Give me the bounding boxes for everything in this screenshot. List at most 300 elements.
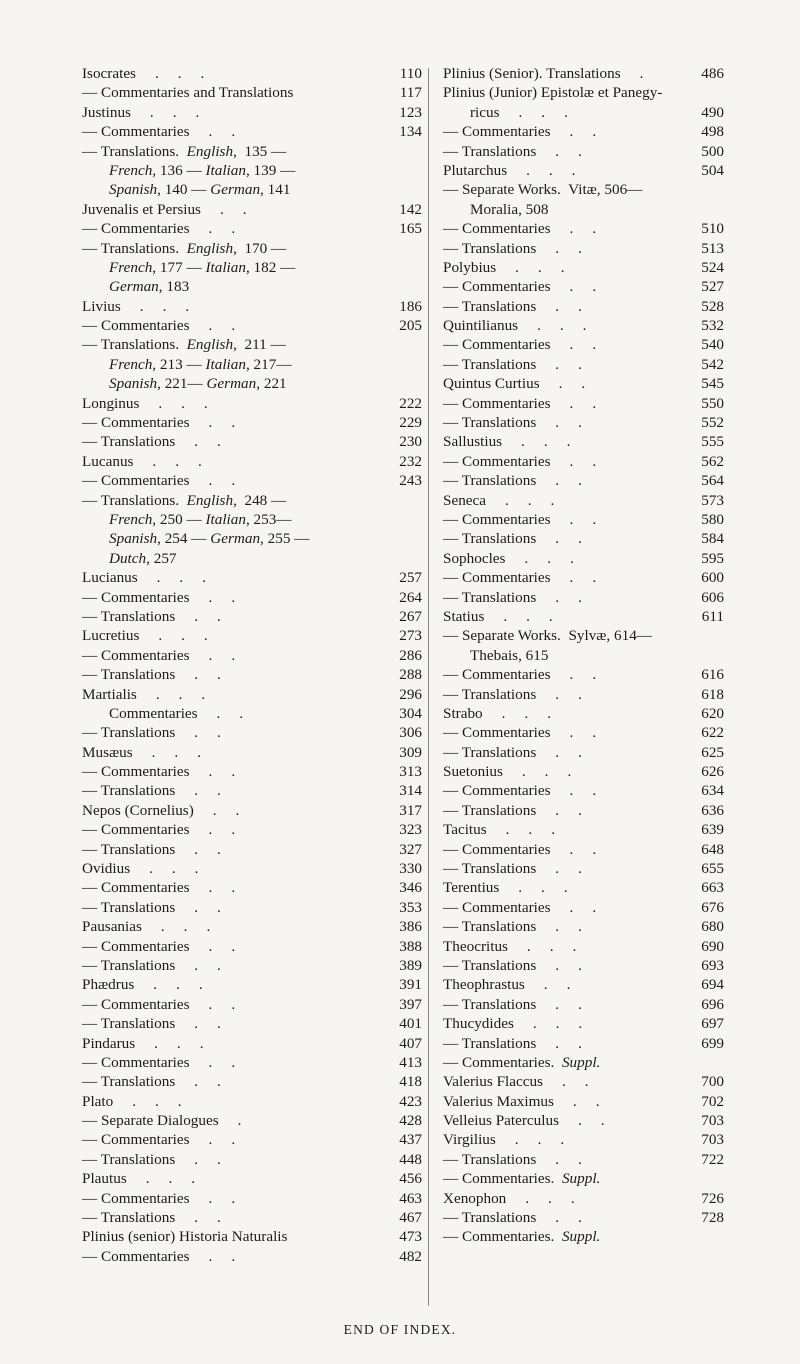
index-entry-text: — Translations . . — [82, 433, 221, 451]
index-entry-page: 448 — [399, 1150, 422, 1168]
index-entry — [82, 1189, 422, 1208]
index-entry — [82, 995, 422, 1014]
index-entry-page: 655 — [701, 860, 724, 878]
index-entry — [82, 471, 422, 490]
index-entry — [443, 180, 724, 199]
index-entry-text: Phædrus . . . — [82, 976, 203, 994]
index-entry-text: — Translations . . — [443, 1209, 582, 1227]
index-entry-page: 230 — [399, 433, 422, 451]
index-entry-page: 309 — [399, 743, 422, 761]
index-entry-text: — Commentaries . . — [443, 782, 597, 800]
index-entry-text: — Commentaries . . — [443, 278, 597, 296]
index-entry-page: 327 — [399, 840, 422, 858]
index-entry-page: 264 — [399, 588, 422, 606]
index-entry-text: — Translations . . — [443, 995, 582, 1013]
index-entry — [82, 1053, 422, 1072]
index-entry-text: Isocrates . . . — [82, 65, 205, 82]
index-entry-text: — Commentaries . . — [82, 646, 236, 664]
index-column-right — [443, 64, 724, 1247]
index-entry — [443, 122, 724, 141]
index-entry-text: Nepos (Cornelius) . . — [82, 801, 240, 819]
index-entry-text: French, 250 — Italian, 253— — [109, 510, 292, 528]
index-entry — [443, 820, 724, 839]
index-entry — [82, 762, 422, 781]
index-entry-text: — Commentaries . . — [82, 317, 236, 335]
index-entry-text: Strabo . . . — [443, 704, 551, 722]
index-entry — [443, 646, 724, 665]
index-entry-page: 353 — [399, 898, 422, 916]
index-entry — [82, 1111, 422, 1130]
column-divider — [428, 68, 429, 1306]
index-entry-text: — Commentaries. Suppl. — [443, 1053, 601, 1071]
index-entry-text: — Commentaries . . — [82, 472, 236, 490]
index-entry — [443, 297, 724, 316]
index-entry-text: — Translations . . — [443, 1034, 582, 1052]
index-entry-text: — Commentaries . . — [82, 1053, 236, 1071]
index-entry-page: 626 — [701, 763, 724, 781]
index-entry — [82, 1072, 422, 1091]
index-entry-page: 542 — [701, 355, 724, 373]
index-entry-page: 286 — [399, 646, 422, 664]
index-entry — [443, 1169, 724, 1188]
index-entry-text: — Commentaries . . — [82, 1131, 236, 1149]
index-entry-text: Lucanus . . . — [82, 452, 202, 470]
index-entry-page: 532 — [701, 317, 724, 335]
index-entry-page: 386 — [399, 918, 422, 936]
index-entry-page: 693 — [701, 956, 724, 974]
index-entry — [443, 975, 724, 994]
index-entry — [82, 588, 422, 607]
index-entry-text: — Translations. English, 248 — — [82, 491, 287, 509]
index-entry-text: — Commentaries . . — [82, 588, 236, 606]
index-entry-text: — Translations . . — [443, 414, 582, 432]
index-entry — [82, 1247, 422, 1266]
index-entry-text: — Commentaries. Suppl. — [443, 1228, 601, 1246]
index-entry-page: 636 — [701, 801, 724, 819]
index-entry-text: Commentaries . . — [109, 704, 244, 722]
index-entry — [443, 394, 724, 413]
index-entry-page: 726 — [701, 1189, 724, 1207]
index-entry-page: 463 — [399, 1189, 422, 1207]
index-entry-text: Terentius . . . — [443, 879, 568, 897]
index-entry — [82, 1150, 422, 1169]
index-entry-page: 490 — [701, 103, 724, 121]
index-entry-page: 600 — [701, 569, 724, 587]
index-entry — [82, 685, 422, 704]
index-entry — [443, 142, 724, 161]
index-entry-text: Velleius Paterculus . . — [443, 1112, 605, 1130]
index-entry — [82, 704, 422, 723]
index-entry — [82, 1092, 422, 1111]
index-entry-page: 456 — [399, 1170, 422, 1188]
index-entry-text: Plutarchus . . . — [443, 161, 576, 179]
index-entry-page: 504 — [701, 161, 724, 179]
index-entry — [82, 646, 422, 665]
index-entry-page: 467 — [399, 1209, 422, 1227]
index-entry — [443, 64, 724, 83]
index-entry-page: 346 — [399, 879, 422, 897]
index-entry-text: — Commentaries . . — [82, 937, 236, 955]
index-entry-text: — Translations . . — [82, 607, 221, 625]
index-entry — [443, 762, 724, 781]
index-entry-page: 606 — [701, 588, 724, 606]
index-entry-text: Pindarus . . . — [82, 1034, 204, 1052]
index-entry-text: Livius . . . — [82, 297, 190, 315]
index-entry-page: 317 — [399, 801, 422, 819]
index-entry-text: — Commentaries . . — [82, 414, 236, 432]
index-entry-page: 243 — [399, 472, 422, 490]
index-entry — [82, 626, 422, 645]
index-entry-text: — Translations . . — [82, 1073, 221, 1091]
index-entry-text: — Commentaries . . — [443, 724, 597, 742]
index-entry — [443, 801, 724, 820]
index-entry — [443, 239, 724, 258]
index-entry — [443, 1111, 724, 1130]
index-entry — [82, 607, 422, 626]
index-entry-text: — Translations . . — [82, 666, 221, 684]
index-entry — [443, 1014, 724, 1033]
index-entry — [82, 64, 422, 83]
index-entry — [443, 258, 724, 277]
index-entry — [82, 743, 422, 762]
index-entry-text: — Translations. English, 135 — — [82, 142, 287, 160]
index-entry-page: 418 — [399, 1073, 422, 1091]
index-entry-page: 486 — [701, 65, 724, 82]
index-entry-page: 620 — [701, 704, 724, 722]
index-entry-text: — Commentaries . . — [82, 220, 236, 238]
index-entry — [82, 1130, 422, 1149]
index-entry — [443, 568, 724, 587]
index-entry — [82, 452, 422, 471]
index-entry — [82, 491, 422, 510]
index-entry — [443, 1130, 724, 1149]
end-of-index-footer: END OF INDEX. — [343, 1322, 457, 1337]
index-entry-page: 528 — [701, 297, 724, 315]
index-entry — [82, 781, 422, 800]
index-entry-page: 540 — [701, 336, 724, 354]
index-entry-text: — Separate Works. Vitæ, 506— — [443, 181, 643, 199]
index-entry-text: ricus . . . — [470, 103, 568, 121]
index-entry-page: 703 — [701, 1131, 724, 1149]
index-entry-text: Spanish, 140 — German, 141 — [109, 181, 291, 199]
index-entry-page: 313 — [399, 763, 422, 781]
index-entry-text: Quintus Curtius . . — [443, 375, 586, 393]
index-entry-page: 306 — [399, 724, 422, 742]
index-entry-text: Spanish, 221— German, 221 — [109, 375, 287, 393]
index-entry-text: Quintilianus . . . — [443, 317, 587, 335]
index-column-left — [82, 64, 422, 1266]
index-entry — [82, 200, 422, 219]
index-entry-text: Lucretius . . . — [82, 627, 208, 645]
index-entry-page: 728 — [701, 1209, 724, 1227]
index-entry — [443, 452, 724, 471]
index-entry — [443, 471, 724, 490]
index-entry-text: — Commentaries . . — [82, 1189, 236, 1207]
index-entry-text: — Commentaries . . — [443, 336, 597, 354]
index-entry-page: 555 — [701, 433, 724, 451]
index-entry — [443, 1034, 724, 1053]
index-entry — [82, 820, 422, 839]
index-entry-text: — Translations . . — [443, 530, 582, 548]
index-entry-page: 663 — [701, 879, 724, 897]
index-entry-text: — Translations . . — [82, 724, 221, 742]
index-entry-page: 296 — [399, 685, 422, 703]
index-entry — [82, 568, 422, 587]
index-entry-page: 186 — [399, 297, 422, 315]
index-entry-text: — Commentaries . . — [443, 510, 597, 528]
index-entry-page: 388 — [399, 937, 422, 955]
index-entry-page: 573 — [701, 491, 724, 509]
index-entry-page: 550 — [701, 394, 724, 412]
index-entry-text: Ovidius . . . — [82, 860, 199, 878]
index-entry — [443, 1150, 724, 1169]
index-entry-text: Thucydides . . . — [443, 1015, 583, 1033]
index-entry — [443, 277, 724, 296]
index-entry-page: 611 — [701, 607, 724, 625]
index-entry-text: — Translations . . — [82, 898, 221, 916]
index-entry-text: Statius . . . — [443, 607, 553, 625]
index-entry-page: 273 — [399, 627, 422, 645]
index-entry-page: 330 — [399, 860, 422, 878]
index-entry-page: 513 — [701, 239, 724, 257]
index-entry — [82, 103, 422, 122]
index-entry-page: 552 — [701, 414, 724, 432]
index-entry — [443, 335, 724, 354]
index-entry — [82, 801, 422, 820]
index-entry-page: 134 — [399, 123, 422, 141]
index-entry-text: — Commentaries . . — [82, 821, 236, 839]
index-entry-text: Dutch, 257 — [109, 549, 177, 567]
index-entry-text: Virgilius . . . — [443, 1131, 565, 1149]
index-entry — [82, 355, 422, 374]
index-entry — [443, 510, 724, 529]
index-entry — [443, 1092, 724, 1111]
index-entry — [82, 956, 422, 975]
index-entry — [443, 200, 724, 219]
index-entry-text: Musæus . . . — [82, 743, 201, 761]
index-entry-text: — Translations . . — [443, 588, 582, 606]
index-entry-text: — Translations . . — [443, 472, 582, 490]
index-entry — [82, 161, 422, 180]
index-entry-text: Juvenalis et Persius . . — [82, 200, 247, 218]
index-entry-text: — Commentaries . . — [443, 569, 597, 587]
index-entry-text: — Separate Dialogues . — [82, 1112, 242, 1130]
index-entry-page: 527 — [701, 278, 724, 296]
index-entry — [82, 1208, 422, 1227]
index-entry — [82, 1169, 422, 1188]
index-entry — [443, 355, 724, 374]
index-entry-text: — Commentaries . . — [443, 666, 597, 684]
index-entry — [82, 917, 422, 936]
index-entry — [82, 549, 422, 568]
index-entry-page: 524 — [701, 258, 724, 276]
index-entry-page: 110 — [399, 65, 422, 82]
index-entry-text: — Commentaries . . — [443, 220, 597, 238]
index-entry-page: 700 — [701, 1073, 724, 1091]
index-entry — [443, 878, 724, 897]
index-entry-page: 232 — [399, 452, 422, 470]
index-entry — [443, 723, 724, 742]
index-entry — [82, 277, 422, 296]
index-entry-text: Xenophon . . . — [443, 1189, 575, 1207]
index-entry-text: Spanish, 254 — German, 255 — — [109, 530, 310, 548]
index-entry — [443, 103, 724, 122]
index-entry-text: — Translations . . — [82, 1150, 221, 1168]
index-entry-text: — Translations . . — [82, 782, 221, 800]
index-entry — [443, 83, 724, 102]
index-entry — [82, 937, 422, 956]
index-entry-page: 680 — [701, 918, 724, 936]
index-entry-page: 222 — [399, 394, 422, 412]
index-entry-text: — Commentaries . . — [443, 123, 597, 141]
index-entry-text: — Commentaries . . — [82, 763, 236, 781]
index-entry-page: 428 — [399, 1112, 422, 1130]
index-entry-text: — Translations . . — [443, 956, 582, 974]
index-entry-page: 437 — [399, 1131, 422, 1149]
index-entry — [443, 743, 724, 762]
index-entry-text: — Commentaries . . — [443, 394, 597, 412]
index-entry-text: — Commentaries. Suppl. — [443, 1170, 601, 1188]
index-entry-page: 389 — [399, 956, 422, 974]
index-entry-text: — Translations . . — [443, 355, 582, 373]
index-entry-page: 117 — [399, 84, 422, 102]
index-entry-text: — Translations. English, 170 — — [82, 239, 287, 257]
index-entry — [443, 374, 724, 393]
index-entry-page: 142 — [399, 200, 422, 218]
index-entry-page: 423 — [399, 1092, 422, 1110]
index-entry — [82, 122, 422, 141]
index-entry — [443, 917, 724, 936]
index-entry-page: 498 — [701, 123, 724, 141]
index-entry-text: — Commentaries . . — [82, 1247, 236, 1265]
index-entry-page: 696 — [701, 995, 724, 1013]
index-entry-text: — Translations . . — [82, 1015, 221, 1033]
index-entry-page: 722 — [701, 1150, 724, 1168]
index-entry-page: 616 — [701, 666, 724, 684]
index-entry-text: — Translations . . — [82, 956, 221, 974]
index-entry-text: Polybius . . . — [443, 258, 565, 276]
index-entry-text: Seneca . . . — [443, 491, 555, 509]
index-entry — [443, 626, 724, 645]
index-entry-page: 205 — [399, 317, 422, 335]
index-entry — [82, 142, 422, 161]
index-entry — [443, 859, 724, 878]
index-entry-text: Plinius (Junior) Epistolæ et Panegy- — [443, 84, 663, 102]
index-entry-text: — Translations . . — [443, 239, 582, 257]
index-entry-text: Thebais, 615 — [470, 646, 549, 664]
index-entry-text: Valerius Maximus . . — [443, 1092, 600, 1110]
index-entry-page: 510 — [701, 220, 724, 238]
index-entry-page: 562 — [701, 452, 724, 470]
index-entry-text: Plinius (senior) Historia Naturalis — [82, 1228, 288, 1246]
index-entry — [443, 549, 724, 568]
index-entry — [82, 394, 422, 413]
index-entry — [443, 1189, 724, 1208]
index-entry-page: 288 — [399, 666, 422, 684]
index-entry — [443, 413, 724, 432]
index-entry-text: — Translations . . — [443, 685, 582, 703]
index-entry-page: 407 — [399, 1034, 422, 1052]
index-entry — [443, 1053, 724, 1072]
index-entry — [82, 335, 422, 354]
index-entry-text: — Translations . . — [443, 918, 582, 936]
index-entry-text: Theocritus . . . — [443, 937, 577, 955]
index-entry-text: Lucianus . . . — [82, 569, 207, 587]
index-entry-text: — Commentaries . . — [443, 452, 597, 470]
index-entry — [443, 316, 724, 335]
index-entry — [82, 510, 422, 529]
index-entry-page: 618 — [701, 685, 724, 703]
index-entry — [82, 1227, 422, 1246]
index-entry — [82, 859, 422, 878]
index-entry-page: 545 — [701, 375, 724, 393]
index-entry-page: 397 — [399, 995, 422, 1013]
index-entry — [82, 374, 422, 393]
index-entry — [443, 937, 724, 956]
index-entry-page: 622 — [701, 724, 724, 742]
index-entry-text: — Translations . . — [443, 801, 582, 819]
index-entry-text: — Translations . . — [443, 297, 582, 315]
index-entry-text: French, 136 — Italian, 139 — — [109, 161, 296, 179]
index-entry-page: 634 — [701, 782, 724, 800]
index-entry — [82, 1014, 422, 1033]
index-entry-page: 690 — [701, 937, 724, 955]
index-entry-page: 473 — [399, 1228, 422, 1246]
index-entry — [82, 529, 422, 548]
index-entry-text: Sophocles . . . — [443, 549, 574, 567]
index-entry — [443, 956, 724, 975]
index-entry-text: Theophrastus . . — [443, 976, 571, 994]
index-entry — [82, 316, 422, 335]
index-entry-text: French, 177 — Italian, 182 — — [109, 258, 296, 276]
index-entry-page: 323 — [399, 821, 422, 839]
index-entry — [82, 878, 422, 897]
index-entry-text: — Translations . . — [443, 860, 582, 878]
index-entry-page: 564 — [701, 472, 724, 490]
index-entry — [82, 975, 422, 994]
index-entry-text: — Translations . . — [82, 1209, 221, 1227]
index-entry-text: Tacitus . . . — [443, 821, 555, 839]
index-entry — [82, 297, 422, 316]
index-entry — [443, 432, 724, 451]
index-entry-page: 165 — [399, 220, 422, 238]
index-entry-text: — Commentaries . . — [82, 879, 236, 897]
index-entry — [82, 83, 422, 102]
index-entry — [443, 898, 724, 917]
index-entry-page: 595 — [701, 549, 724, 567]
index-entry-text: German, 183 — [109, 278, 190, 296]
index-entry-page: 584 — [701, 530, 724, 548]
index-entry-page: 229 — [399, 414, 422, 432]
index-entry-page: 391 — [399, 976, 422, 994]
index-entry — [82, 258, 422, 277]
index-entry-page: 304 — [399, 704, 422, 722]
index-entry — [82, 180, 422, 199]
index-entry-page: 580 — [701, 510, 724, 528]
index-entry-page: 267 — [399, 607, 422, 625]
index-entry-page: 401 — [399, 1015, 422, 1033]
index-entry — [443, 1208, 724, 1227]
index-entry-page: 699 — [701, 1034, 724, 1052]
index-entry-text: — Translations. English, 211 — — [82, 336, 286, 354]
index-entry — [443, 529, 724, 548]
index-entry — [82, 432, 422, 451]
index-entry-text: French, 213 — Italian, 217— — [109, 355, 292, 373]
index-entry-text: — Commentaries and Translations — [82, 84, 294, 102]
index-entry-text: — Commentaries . . — [82, 123, 236, 141]
index-entry — [443, 491, 724, 510]
index-entry — [443, 607, 724, 626]
